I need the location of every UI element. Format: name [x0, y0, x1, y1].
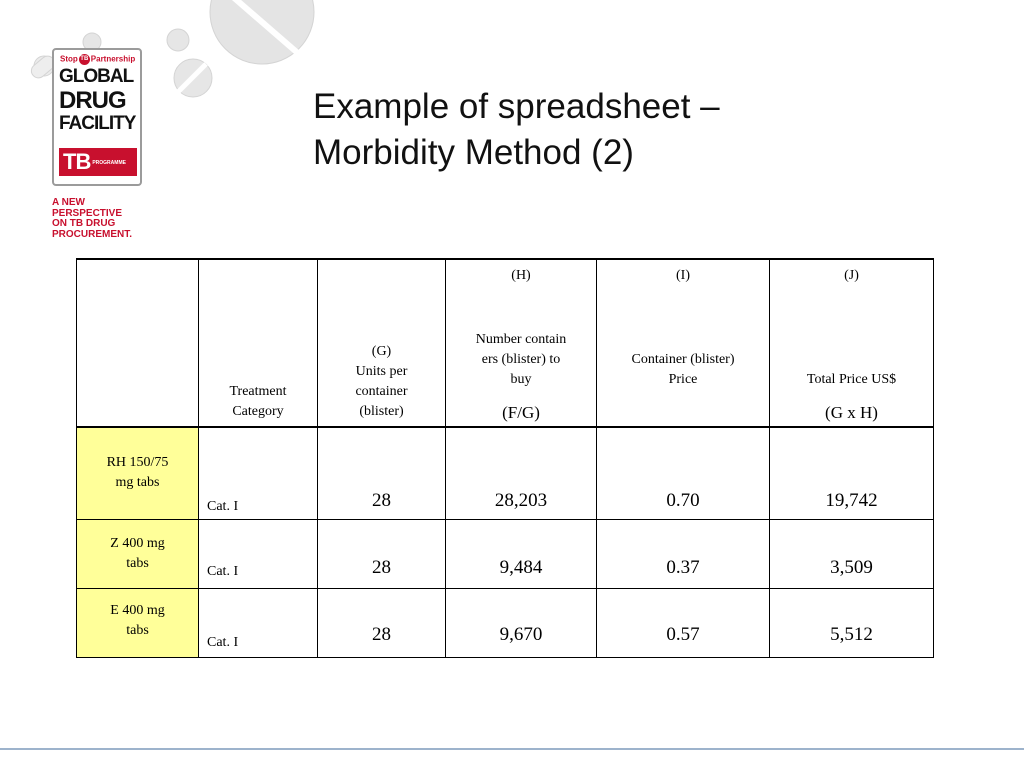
global-drug-facility-logo [52, 48, 142, 186]
table-header-row [77, 259, 934, 427]
total-cell: 19,742 [770, 427, 934, 519]
units-cell: 28 [318, 519, 446, 588]
spreadsheet-table [76, 258, 934, 658]
category-cell: Cat. I [199, 588, 318, 657]
logo-word-global: GLOBAL [59, 66, 134, 87]
header-container-price: (I) Container (blister) Price [597, 259, 770, 427]
category-cell: Cat. I [199, 519, 318, 588]
price-cell: 0.57 [597, 588, 770, 657]
table-row [77, 427, 934, 519]
slide-title: Example of spreadsheet – Morbidity Method (2) [313, 87, 720, 172]
total-cell: 3,509 [770, 519, 934, 588]
containers-cell: 9,484 [446, 519, 597, 588]
stop-tb-partnership-mark: Stop TB Partnership [60, 54, 136, 64]
total-cell: 5,512 [770, 588, 934, 657]
table-row [77, 588, 934, 657]
units-cell: 28 [318, 427, 446, 519]
drug-name-cell: RH 150/75 mg tabs [77, 427, 199, 519]
units-cell: 28 [318, 588, 446, 657]
price-cell: 0.70 [597, 427, 770, 519]
containers-cell: 28,203 [446, 427, 597, 519]
logo-tb-block: TB PROGRAMME [59, 148, 137, 176]
header-containers-to-buy: (H) Number contain ers (blister) to buy (F/G) [446, 259, 597, 427]
table-row [77, 519, 934, 588]
logo-word-drug: DRUG [59, 87, 126, 114]
drug-name-cell: E 400 mg tabs [77, 588, 199, 657]
header-units-per-container: (G) Units per container (blister) [318, 259, 446, 427]
header-blank-cell [77, 259, 199, 427]
containers-cell: 9,670 [446, 588, 597, 657]
header-treatment-category: Treatment Category [199, 259, 318, 427]
header-total-price: (J) Total Price US$ (G x H) [770, 259, 934, 427]
category-cell: Cat. I [199, 427, 318, 519]
logo-word-facility: FACILITY [59, 113, 136, 134]
price-cell: 0.37 [597, 519, 770, 588]
footer-divider [0, 748, 1024, 750]
drug-name-cell: Z 400 mg tabs [77, 519, 199, 588]
logo-tagline: A NEW PERSPECTIVE ON TB DRUG PROCUREMENT. [52, 197, 133, 240]
decorative-pills-graphic [0, 0, 340, 110]
